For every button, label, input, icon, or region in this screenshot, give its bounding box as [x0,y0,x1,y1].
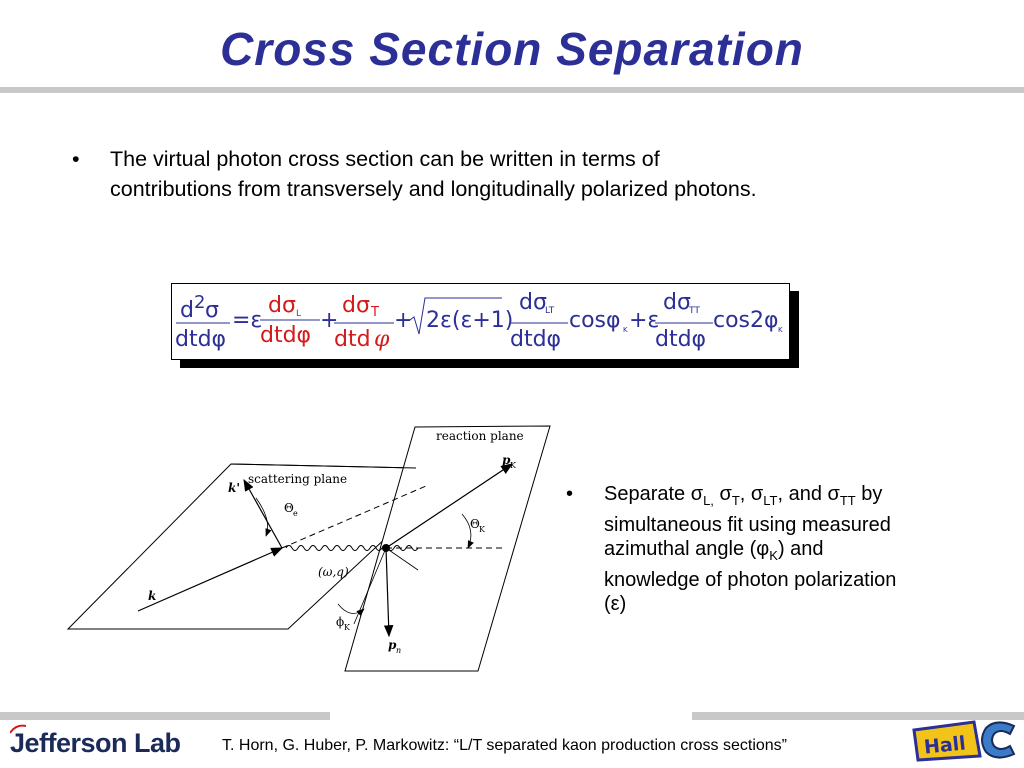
citation: T. Horn, G. Huber, P. Markowitz: “L/T separated kaon production cross sections” [222,737,787,754]
kinematics-diagram [66,424,556,686]
phi-k-label: ϕ [336,615,345,629]
pn-label: p [388,638,397,652]
eq-plus-2: + [394,308,413,333]
eq-plus-1: + [320,308,339,333]
bullet-separation-line2: simultaneous fit using measured [604,514,891,536]
bullet-separation-line3: azimuthal angle $(\varphi_K)$ and [604,538,824,563]
reaction-plane-label: reaction plane [436,429,524,443]
k-label: k [148,589,157,603]
eq-lhs-exp: 2 [194,292,206,313]
hall-c-logo-icon [910,716,1020,764]
bullet-marker: • [566,483,574,505]
bullet-intro [72,144,892,204]
jlab-swoosh-icon [10,724,26,734]
bullet-intro-line2: contributions from transversely and longitudinally polarized photons. [110,177,757,201]
eq-termLT-num: dσ [519,290,547,315]
footer-divider-gap [330,712,692,720]
pk-label: p [502,453,511,467]
eq-equals-eps: =ε [232,308,263,333]
eq-cos1: cosφ [569,308,621,333]
k-prime-label: k' [228,481,240,495]
svg-text:Hall: Hall [922,732,967,759]
eq-lhs-sigma: σ [205,298,219,323]
eq-lhs-d: d [180,298,194,323]
pn-sub: n [396,646,402,655]
eq-plus-eps: +ε [629,308,660,333]
eq-lhs-den: dtdφ [175,327,227,352]
theta-k-sub: K [479,525,485,534]
eq-termL-sub: L [296,309,302,319]
bullet-intro-text [110,144,757,204]
eq-sqrt-arg: 2ε(ε+1) [426,308,514,333]
eq-termL-den: dtdφ [260,323,312,348]
omega-q-label: (ω,q) [318,565,349,579]
bullet-intro-line1: The virtual photon cross section can be written in terms of [110,147,660,171]
scattering-plane-label: scattering plane [248,472,348,486]
pk-sub: K [510,461,516,470]
cross-section-equation [171,283,790,360]
bullet-separation [566,482,996,616]
eq-cos2-sub: K [778,326,783,334]
eq-termLT-sub: LT [545,306,555,316]
theta-k-label: Θ [470,517,480,531]
eq-termT-den: dtd [334,327,371,352]
eq-termT-den-phi: φ [374,327,390,352]
eq-termLT-den: dtdφ [510,327,562,352]
bullet-separation-line4: knowledge of photon polarization [604,569,897,591]
eq-termTT-num: dσ [663,290,691,315]
bullet-separation-line1: Separate $\sigma_{L,}$ $\sigma_T$, $\sigma_{LT}$, and $\sigma_{TT}$ by [604,483,883,508]
theta-e-label: Θ [284,501,294,515]
eq-cos2: cos2φ [713,308,779,333]
bullet-marker: • [72,147,80,171]
eq-termTT-sub: TT [689,306,700,316]
eq-termT-num: dσ [342,293,370,318]
title-divider [0,87,1024,93]
eq-termL-num: dσ [268,293,296,318]
bullet-separation-line5: (ε) [604,593,627,615]
jefferson-lab-logo: Jefferson Lab [10,728,181,758]
bullet-separation-text [604,482,896,616]
eq-termTT-den: dtdφ [655,327,707,352]
theta-e-sub: e [293,509,298,518]
page-title: Cross Section Separation [220,23,804,75]
eq-cos1-sub: K [623,326,628,334]
eq-termT-sub: T [371,305,379,320]
phi-k-sub: K [344,623,350,632]
